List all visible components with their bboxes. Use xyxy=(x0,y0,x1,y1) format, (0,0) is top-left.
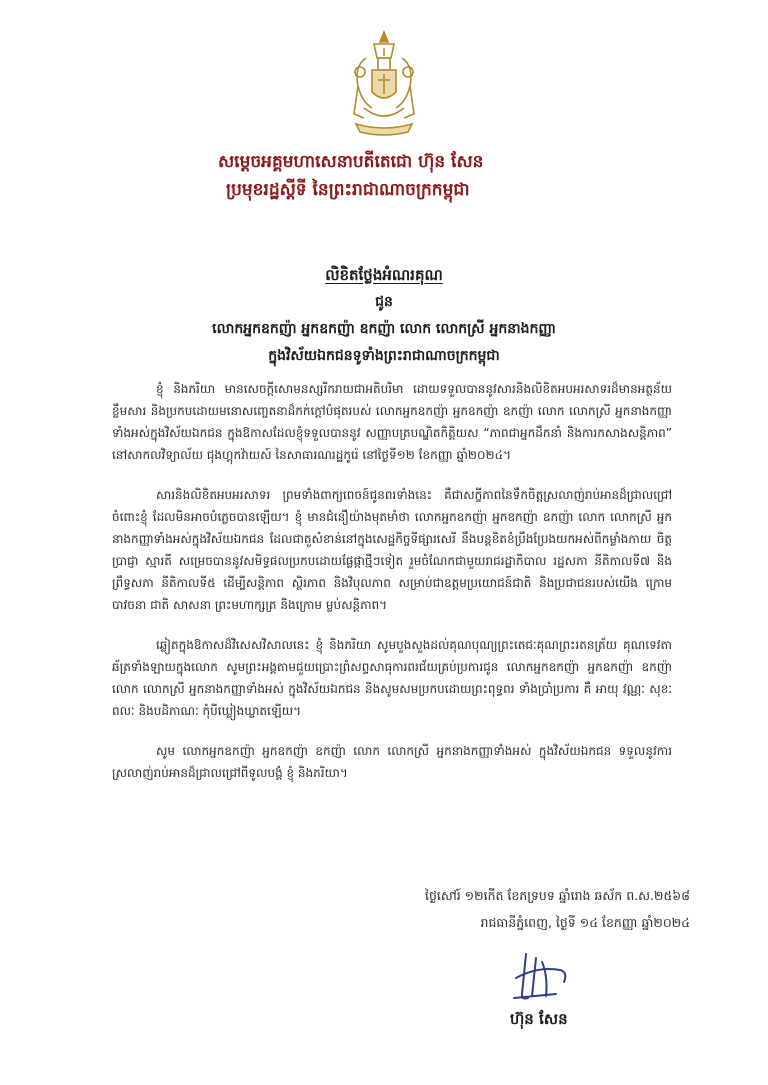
paragraph-1: ខ្ញុំ និងភរិយា មានសេចក្តីសោមនស្សរីករាយជាអតិបរិមា ដោយទទួលបាននូវសារនិងលិខិតអបអរសាទរដ៏មានអត្ថន័យខ្លឹមសារ និងប្រកបដោយមនោសញ្ចេតនាដ៏កក់ក្តៅបំផុតរបស់ លោកអ្នកឧកញ៉ា អ្នកឧកញ៉ា ឧកញ៉ា លោក លោកស្រី អ្នកនាងកញ្ញាទាំងអស់ក្នុងវិស័យឯកជន ក្នុងឱកាសដែលខ្ញុំទទួលបាននូវ សញ្ញាបត្របណ្ឌិតកិត្តិយស “ភាពជាអ្នកដឹកនាំ និងការកសាងសន្តិភាព” នៅសាកលវិទ្យាល័យ ជុងហ្គុកវ៉ាយស៍ នៃសាធារណរដ្ឋកូរ៉េ នៅថ្ងៃទី១២ ខែកញ្ញា ឆ្នាំ២០២៤។ xyxy=(112,382,672,462)
lunar-date: ថ្ងៃសៅរ៍ ១២កើត ខែភទ្របទ ឆ្នាំរោង ឆស័ក ព.ស.២៥៦៨ xyxy=(425,888,690,903)
document-title: លិខិតថ្លែងអំណរគុណ xyxy=(325,266,443,284)
letter-body xyxy=(112,378,672,802)
date-block xyxy=(425,882,690,936)
signer-name: ហ៊ុន សែន xyxy=(510,1010,568,1028)
sector-line: ក្នុងវិស័យឯកជនទូទាំងព្រះរាជាណាចក្រកម្ពុជា xyxy=(268,348,500,364)
to-label: ជូន xyxy=(375,294,393,310)
signature-icon xyxy=(508,948,578,1004)
recipients-line: លោកអ្នកឧកញ៉ា អ្នកឧកញ៉ា ឧកញ៉ា លោក លោកស្រី អ្នកនាងកញ្ញា xyxy=(212,321,556,337)
sender-title: ប្រមុខរដ្ឋស្តីទី នៃព្រះរាជាណាចក្រកម្ពុជា xyxy=(226,180,470,200)
paragraph-2: សារនិងលិខិតអបអរសាទរ ព្រមទាំងពាក្យពេចន៍ជូនពរទាំងនេះ គឺជាសក្ខីភាពនៃទឹកចិត្តស្រលាញ់រាប់អានដ៏ជ្រាលជ្រៅចំពោះខ្ញុំ ដែលមិនអាចបំភ្លេចបានឡើយ។ ខ្ញុំ មានជំនឿយ៉ាងមុតមាំថា លោកអ្នកឧកញ៉ា អ្នកឧកញ៉ា ឧកញ៉ា លោក លោកស្រី អ្នកនាងកញ្ញាទាំងអស់ក្នុងវិស័យឯកជន ដែលជាតួសំខាន់នៅក្នុងសេដ្ឋកិច្ចទីផ្សារសេរី នឹងបន្តខិតខំប្រឹងប្រែងយកអស់ពីកម្លាំងកាយ ចិត្ត ប្រាជ្ញា ស្មារតី សម្រេចបាននូវសមិទ្ធផលប្រកបដោយផ្លែផ្កាថ្មីៗទៀត រួមចំណែកជាមួយរាជរដ្ឋាភិបាល រដ្ឋសភា នីតិកាលទី៧ និងព្រឹទ្ធសភា នីតិកាលទី៥ ដើម្បីសន្តិភាព ស្ថិរភាព និងវិបុលភាព សម្រាប់ជាឧត្តមប្រយោជន៍ជាតិ និងប្រជាជនរបស់យើង ក្រោមបាវចនា ជាតិ សាសនា ព្រះមហាក្សត្រ និងក្រោម ម្លប់សន្តិភាព។ xyxy=(112,488,672,612)
paragraph-3: ឆ្លៀតក្នុងឱកាសដ៏វិសេសវិសាលនេះ ខ្ញុំ និងភរិយា សូមបួងសួងដល់គុណបុណ្យព្រះតេជៈគុណព្រះរតនត្រ័យ គុណទេវតាឆ័ត្រទាំងឡាយក្នុងលោក សូមព្រះអង្គតាមជួយប្រោះព្រំសព្ទសាធុការពរជ័យគ្រប់ប្រការជូន លោកអ្នកឧកញ៉ា អ្នកឧកញ៉ា ឧកញ៉ា លោក លោកស្រី អ្នកនាងកញ្ញាទាំងអស់ ក្នុងវិស័យឯកជន និងសូមសមប្រកបដោយព្រះពុទ្ធពរ ទាំងប្រាំប្រការ គឺ អាយុ វណ្ណៈ សុខៈ ពលៈ និងបដិភាណៈ កុំបីឃ្លៀងឃ្លាតឡើយ។ xyxy=(112,638,672,718)
sender-block xyxy=(218,148,558,204)
paragraph-4: សូម លោកអ្នកឧកញ៉ា អ្នកឧកញ៉ា ឧកញ៉ា លោក លោកស្រី អ្នកនាងកញ្ញាទាំងអស់ ក្នុងវិស័យឯកជន ទទួលនូវការស្រលាញ់រាប់អានដ៏ជ្រាលជ្រៅពីទូលបង្គំ ខ្ញុំ និងភរិយា។ xyxy=(112,744,672,780)
place-and-date: រាជធានីភ្នំពេញ, ថ្ងៃទី ១៤ ខែកញ្ញា ឆ្នាំ២០២៤ xyxy=(480,915,690,930)
royal-coat-of-arms-icon xyxy=(344,28,424,138)
sender-name: សម្តេចអគ្គមហាសេនាបតីតេជោ ហ៊ុន សែន xyxy=(218,152,484,172)
letter-heading xyxy=(80,262,688,370)
